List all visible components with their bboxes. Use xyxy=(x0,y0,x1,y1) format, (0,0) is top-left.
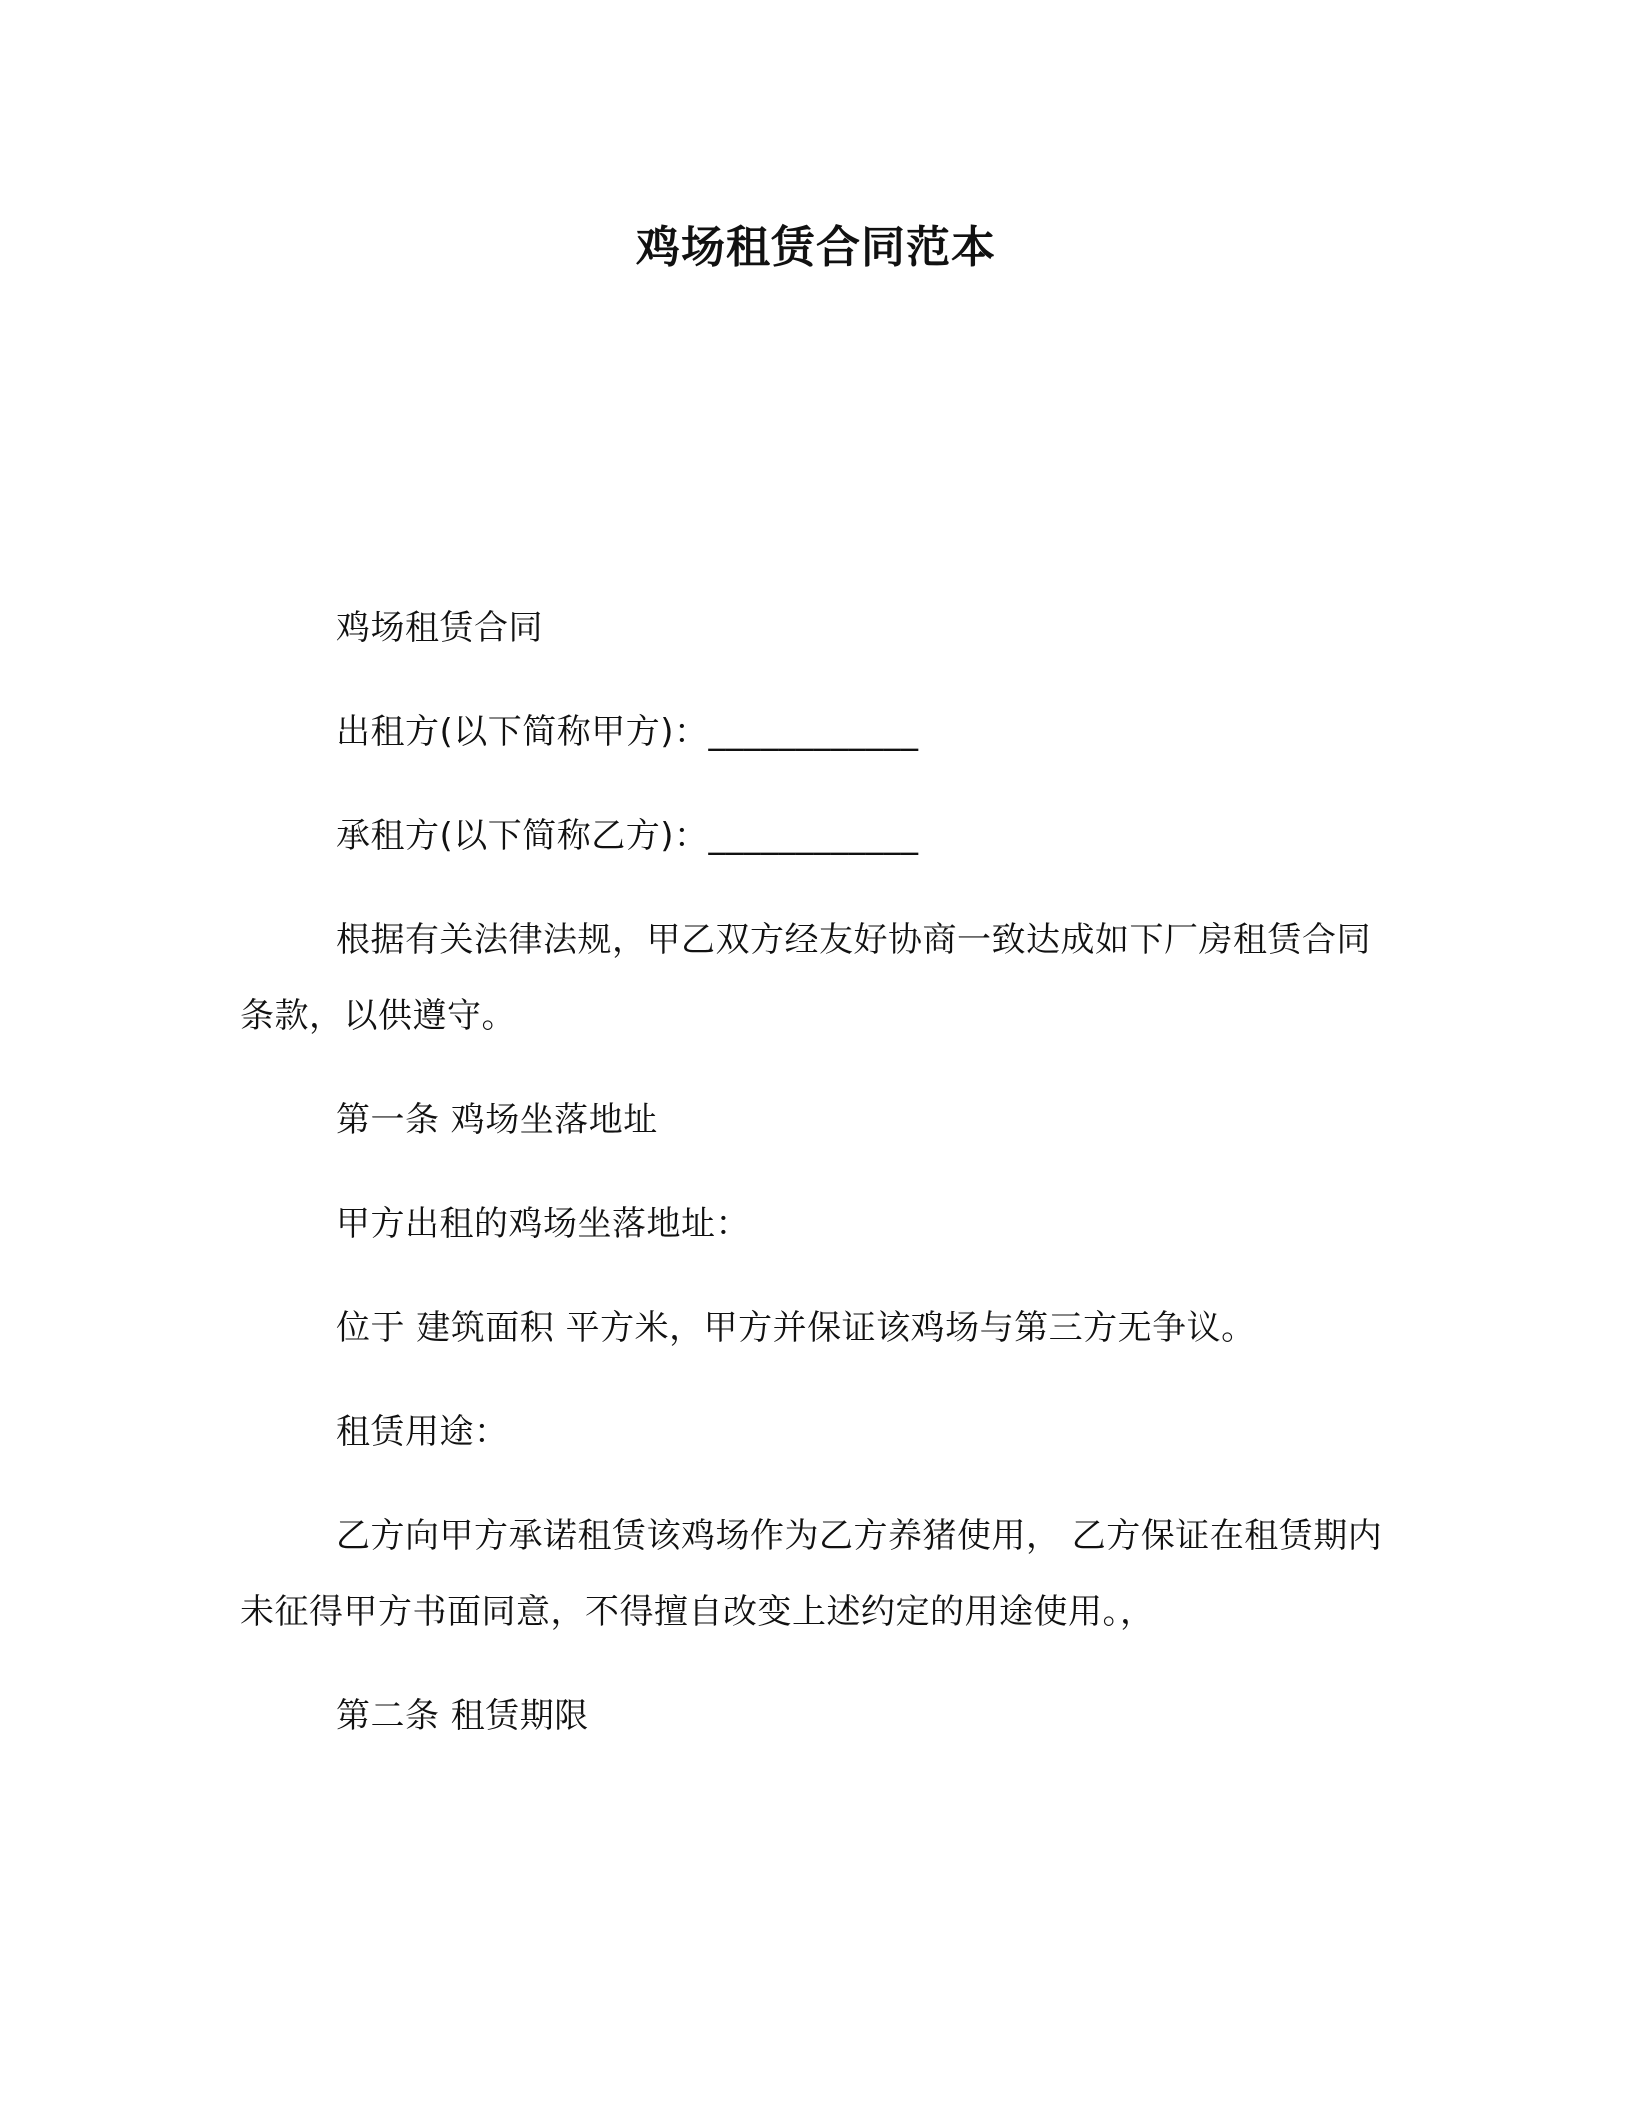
document-body xyxy=(240,590,1392,1782)
paragraph-lessor: 出租方(以下简称甲方)：____________ xyxy=(336,712,919,752)
paragraph-preamble: 根据有关法律法规，甲乙双方经友好协商一致达成如下厂房租赁合同条款，以供遵守。 xyxy=(240,920,1371,1036)
paragraph-address-detail: 位于 建筑面积 平方米，甲方并保证该鸡场与第三方无争议。 xyxy=(336,1308,1256,1348)
document-title: 鸡场租赁合同范本 xyxy=(636,222,996,273)
paragraph-usage-label: 租赁用途： xyxy=(336,1412,509,1452)
paragraph-lessee: 承租方(以下简称乙方)：____________ xyxy=(336,816,919,856)
paragraph-article-1-heading: 第一条 鸡场坐落地址 xyxy=(336,1100,658,1140)
paragraph-article-2-heading: 第二条 租赁期限 xyxy=(336,1696,589,1736)
paragraph-contract-name: 鸡场租赁合同 xyxy=(336,608,543,648)
paragraph-usage-detail: 乙方向甲方承诺租赁该鸡场作为乙方养猪使用， 乙方保证在租赁期内未征得甲方书面同意，不得擅自改变上述约定的用途使用。， xyxy=(240,1516,1383,1632)
paragraph-address-label: 甲方出租的鸡场坐落地址： xyxy=(336,1204,750,1244)
